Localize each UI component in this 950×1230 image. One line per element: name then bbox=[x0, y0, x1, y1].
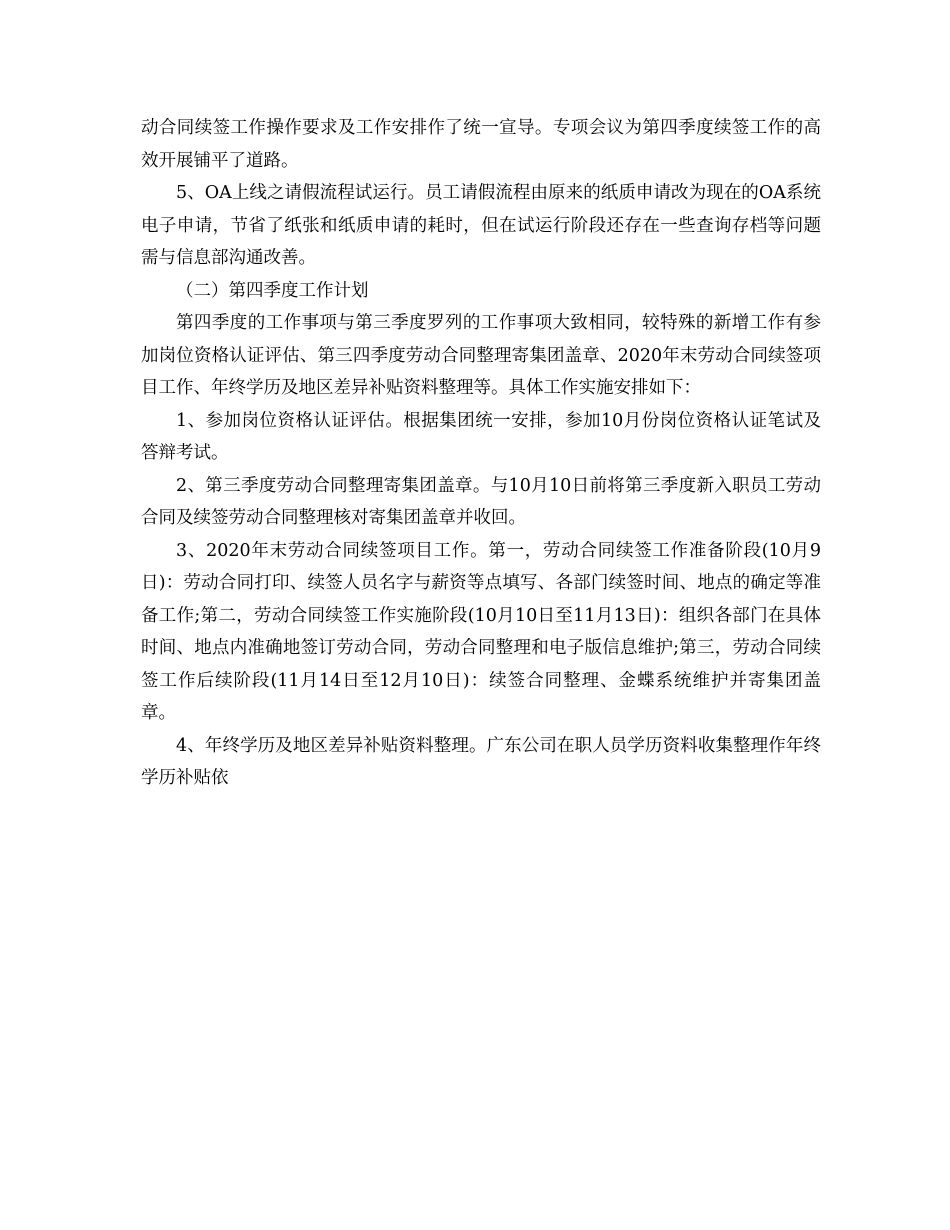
paragraph-item-3: 3、2020年末劳动合同续签项目工作。第一，劳动合同续签工作准备阶段(10月9日)：劳动合同打印、续签人员名字与薪资等点填写、各部门续签时间、地点的确定等准备工作;第二，劳动合同续签工作实施阶段(10月10日至11月13日)：组织各部门在具体时间、地点内准确地签订劳动合同，劳动合同整理和电子版信息维护;第三，劳动合同续签工作后续阶段(11月14日至12月10日)：续签合同整理、金蝶系统维护并寄集团盖章。 bbox=[141, 540, 821, 723]
paragraph-item-4: 4、年终学历及地区差异补贴资料整理。广东公司在职人员学历资料收集整理作年终学历补贴依 bbox=[141, 735, 821, 788]
section-heading: （二）第四季度工作计划 bbox=[176, 280, 369, 301]
paragraph-intro: 第四季度的工作事项与第三季度罗列的工作事项大致相同，较特殊的新增工作有参加岗位资格认证评估、第三四季度劳动合同整理寄集团盖章、2020年末劳动合同续签项目工作、年终学历及地区差异补贴资料整理等。具体工作实施安排如下： bbox=[141, 313, 821, 398]
paragraph-item-5: 5、OA上线之请假流程试运行。员工请假流程由原来的纸质申请改为现在的OA系统电子申请，节省了纸张和纸质申请的耗时，但在试运行阶段还存在一些查询存档等问题需与信息部沟通改善。 bbox=[141, 183, 821, 268]
paragraph-item-1: 1、参加岗位资格认证评估。根据集团统一安排，参加10月份岗位资格认证笔试及答辩考试。 bbox=[141, 410, 821, 463]
document-body bbox=[141, 112, 821, 795]
paragraph-continuation: 动合同续签工作操作要求及工作安排作了统一宣导。专项会议为第四季度续签工作的高效开展铺平了道路。 bbox=[141, 118, 821, 171]
paragraph-item-2: 2、第三季度劳动合同整理寄集团盖章。与10月10日前将第三季度新入职员工劳动合同及续签劳动合同整理核对寄集团盖章并收回。 bbox=[141, 475, 821, 528]
